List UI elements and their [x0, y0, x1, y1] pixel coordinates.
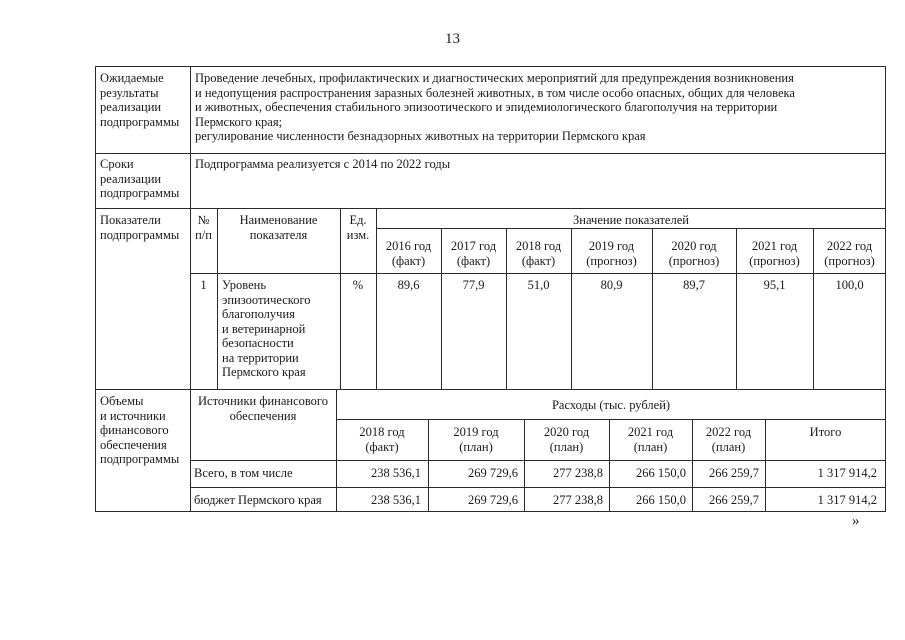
indicator-header-values: Значение показателей	[573, 213, 689, 227]
page-number: 13	[445, 31, 460, 47]
indicator-header-unit: Ед. изм.	[346, 213, 370, 242]
indicator-header-name: Наименование показателя	[239, 213, 318, 242]
financing-total-header: Итого	[809, 425, 842, 439]
indicators-label: Показатели подпрограммы	[100, 213, 180, 242]
indicator-row-num: 1	[200, 278, 207, 292]
indicator-value-2016: 89,6	[397, 278, 420, 292]
indicator-header-num: № п/п	[195, 213, 212, 242]
financing-year-2018: 2018 год (факт)	[359, 425, 405, 454]
indicator-year-2017: 2017 год (факт)	[450, 239, 497, 268]
indicator-row-unit: %	[352, 278, 364, 292]
indicator-year-2021: 2021 год (прогноз)	[749, 239, 800, 268]
financing-year-2021: 2021 год (план)	[627, 425, 674, 454]
terms-text: Подпрограмма реализуется с 2014 по 2022 годы	[195, 157, 451, 171]
financing-row-total-2018: 238 536,1	[371, 466, 421, 480]
indicator-year-2022: 2022 год (прогноз)	[824, 239, 875, 268]
indicator-value-2017: 77,9	[462, 278, 485, 292]
indicator-value-2021: 95,1	[763, 278, 786, 292]
financing-year-2022: 2022 год (план)	[705, 425, 752, 454]
indicators-grid	[190, 208, 886, 389]
financing-row-total-2020: 277 238,8	[553, 466, 603, 480]
financing-label: Объемы и источники финансового обеспечения подпрограммы	[100, 394, 180, 466]
indicator-value-2019: 80,9	[600, 278, 623, 292]
financing-row-budget-2020: 277 238,8	[553, 493, 603, 507]
financing-row-total-2021: 266 150,0	[636, 466, 686, 480]
financing-header-sources: Источники финансового обеспечения	[198, 394, 328, 423]
financing-row-total-2022: 266 259,7	[709, 466, 759, 480]
financing-row-budget-2019: 269 729,6	[468, 493, 518, 507]
financing-row-budget-source: бюджет Пермского края	[194, 493, 322, 507]
indicator-year-2020: 2020 год (прогноз)	[668, 239, 720, 268]
financing-row-budget-2022: 266 259,7	[709, 493, 759, 507]
financing-grid	[190, 389, 886, 512]
financing-row-budget-2021: 266 150,0	[636, 493, 686, 507]
financing-year-2020: 2020 год (план)	[543, 425, 590, 454]
indicator-year-2018: 2018 год (факт)	[515, 239, 562, 268]
financing-header-expenses: Расходы (тыс. рублей)	[551, 398, 671, 412]
indicator-value-2020: 89,7	[683, 278, 705, 292]
indicator-year-2016: 2016 год (факт)	[385, 239, 432, 268]
expected-results-label: Ожидаемые результаты реализации подпрограммы	[100, 71, 180, 129]
indicator-value-2022: 100,0	[835, 278, 864, 292]
financing-row-budget-sum: 1 317 914,2	[817, 493, 877, 507]
financing-row-total-2019: 269 729,6	[468, 466, 518, 480]
indicator-row-name: Уровень эпизоотического благополучия и ветеринарной безопасности на территории Пермского края	[222, 278, 311, 379]
expected-results-text: Проведение лечебных, профилактических и диагностических мероприятий для предупреждения возникновения и недопущения распространения заразных болезней животных, в том числе особо опасных, общих для человека и животных, обеспечения стабильного эпизоотического и эпидемиологического благополучия на территории Пермского края; регулирование численности безнадзорных животных на территории Пермского края	[195, 71, 795, 143]
closing-quote-mark: »	[852, 513, 860, 529]
financing-row-total-source: Всего, в том числе	[194, 466, 293, 480]
indicator-year-2019: 2019 год (прогноз)	[586, 239, 637, 268]
terms-label: Сроки реализации подпрограммы	[100, 157, 180, 200]
indicator-value-2018: 51,0	[527, 278, 550, 292]
financing-year-2019: 2019 год (план)	[453, 425, 499, 454]
document-table	[95, 66, 886, 512]
financing-row-budget-2018: 238 536,1	[371, 493, 421, 507]
financing-row-total-sum: 1 317 914,2	[817, 466, 877, 480]
